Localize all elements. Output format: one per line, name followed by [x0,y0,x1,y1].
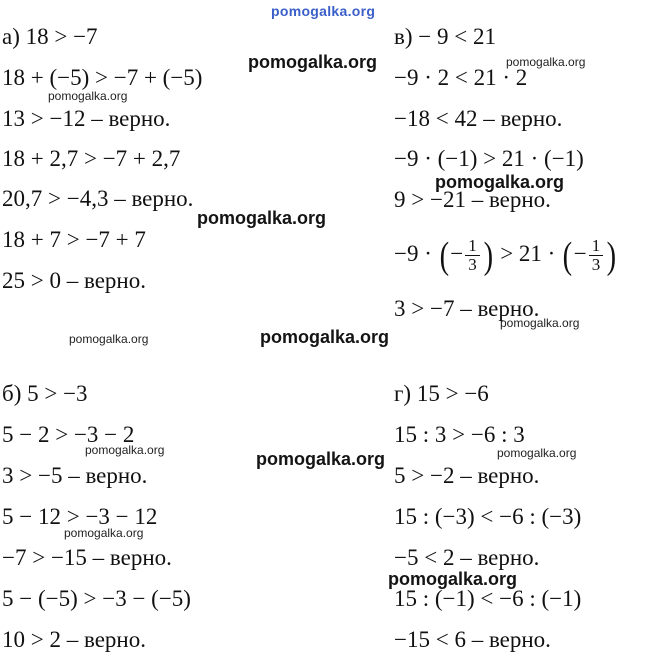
fraction-numerator: 1 [465,237,480,256]
fraction-line [394,232,618,278]
solution-line: 25 > 0 – верно. [2,268,146,293]
solution-line: 15 : (−3) < −6 : (−3) [394,504,582,529]
fraction-denominator: 3 [468,255,477,275]
watermark: pomogalka.org [435,172,565,192]
paren-open: ( [562,234,573,277]
solution-line: −15 < 6 – верно. [394,627,551,652]
expr-left: −9 · [394,241,432,266]
watermark: pomogalka.org [197,208,327,228]
watermark: pomogalka.org [248,52,378,72]
solution-line: 3 > −5 – верно. [2,463,148,488]
solution-line: 5 > −2 – верно. [394,463,540,488]
solution-line: −5 < 2 – верно. [394,545,540,570]
paren-close: ) [606,234,617,277]
paren-open: ( [439,234,449,277]
watermark: pomogalka.org [256,449,386,469]
solution-line: 3 > −7 – верно. [394,296,540,321]
solution-line: −9 · (−1) > 21 · (−1) [394,146,584,171]
solution-line: б) 5 > −3 [2,381,88,406]
watermark: pomogalka.org [260,327,390,347]
solution-line: 10 > 2 – верно. [2,627,146,652]
solution-line: 5 − 12 > −3 − 12 [2,504,158,529]
watermark: pomogalka.org [48,89,128,103]
minus-sign: − [573,241,587,266]
watermark: pomogalka.org [500,316,580,330]
solution-line: 5 − 2 > −3 − 2 [2,422,135,447]
solution-line: 9 > −21 – верно. [394,187,551,212]
watermark: pomogalka.org [85,443,165,457]
fraction-denominator: 3 [591,255,601,275]
solution-line: в) − 9 < 21 [394,24,496,49]
solution-line: 18 + 7 > −7 + 7 [2,227,146,252]
fraction [465,237,480,274]
fraction [589,237,604,274]
solution-line: −9 · 2 < 21 · 2 [394,65,528,90]
solution-line: 5 − (−5) > −3 − (−5) [2,586,191,611]
fraction-numerator: 1 [589,237,604,256]
watermark: pomogalka.org [69,332,149,346]
solution-line: 15 : 3 > −6 : 3 [394,422,525,447]
watermark-top: pomogalka.org [271,3,376,19]
solution-line: 18 + 2,7 > −7 + 2,7 [2,146,181,171]
minus-sign: − [450,241,464,266]
solution-line: −18 < 42 – верно. [394,106,563,131]
solution-line: −7 > −15 – верно. [2,545,172,570]
expr-mid: > 21 · [500,241,556,266]
solution-line: 15 : (−1) < −6 : (−1) [394,586,582,611]
solution-line: 20,7 > −4,3 – верно. [2,186,194,211]
solution-line: г) 15 > −6 [394,381,489,406]
solution-line: 18 + (−5) > −7 + (−5) [2,65,203,90]
solution-line: 13 > −12 – верно. [2,106,171,131]
solution-line: а) 18 > −7 [2,24,98,49]
watermark: pomogalka.org [497,446,577,460]
watermark: pomogalka.org [388,569,518,589]
paren-close: ) [483,234,493,277]
watermark: pomogalka.org [64,526,144,540]
watermark: pomogalka.org [506,55,586,69]
